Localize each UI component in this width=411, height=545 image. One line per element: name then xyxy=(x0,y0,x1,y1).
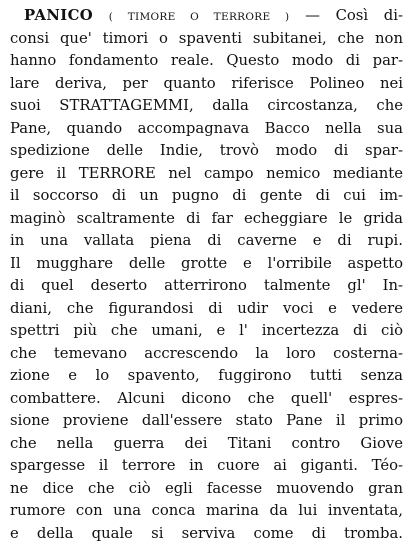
entry-line: il soccorso di un pugno di gente di cui im- xyxy=(10,185,403,208)
entry-line: ne dice che ciò egli facesse muovendo gran xyxy=(10,478,403,501)
entry-line: spargesse il terrore in cuore ai giganti. Téo- xyxy=(10,455,403,478)
entry-line: rumore con una conca marina da lui inventata, xyxy=(10,500,403,523)
entry-line: sione proviene dall'essere stato Pane il primo xyxy=(10,410,403,433)
entry-line: e della quale si serviva come di tromba. xyxy=(10,523,403,545)
dictionary-entry xyxy=(10,5,403,545)
entry-line: Pane, quando accompagnava Bacco nella sua xyxy=(10,118,403,141)
entry-line: che temevano accrescendo la loro costerna- xyxy=(10,343,403,366)
entry-gloss: ( TIMORE O TERRORE ) xyxy=(109,11,290,23)
entry-line: spedizione delle Indie, trovò modo di spar- xyxy=(10,140,403,163)
entry-first-line xyxy=(10,5,403,28)
entry-line: zione e lo spavento, fuggirono tutti senza xyxy=(10,365,403,388)
entry-line: hanno fondamento reale. Questo modo di par- xyxy=(10,50,403,73)
entry-line: Il mugghare delle grotte e l'orribile aspetto xyxy=(10,253,403,276)
entry-line: gere il TERRORE nel campo nemico mediante xyxy=(10,163,403,186)
entry-line: in una vallata piena di caverne e di rupi. xyxy=(10,230,403,253)
entry-line: diani, che figurandosi di udir voci e vedere xyxy=(10,298,403,321)
entry-line: maginò scaltramente di far echeggiare le grida xyxy=(10,208,403,231)
entry-headword: PANICO xyxy=(24,7,93,24)
entry-line: di quel deserto atterrirono talmente gl' In- xyxy=(10,275,403,298)
entry-line: combattere. Alcuni dicono che quell' espres- xyxy=(10,388,403,411)
entry-line: consi que' timori o spaventi subitanei, che non xyxy=(10,28,403,51)
entry-line: lare deriva, per quanto riferisce Polineo nei xyxy=(10,73,403,96)
entry-line: spettri più che umani, e l' incertezza di ciò xyxy=(10,320,403,343)
entry-line: suoi STRATTAGEMMI, dalla circostanza, che xyxy=(10,95,403,118)
entry-first-line-rest: — Così di- xyxy=(305,7,403,24)
entry-line: che nella guerra dei Titani contro Giove xyxy=(10,433,403,456)
